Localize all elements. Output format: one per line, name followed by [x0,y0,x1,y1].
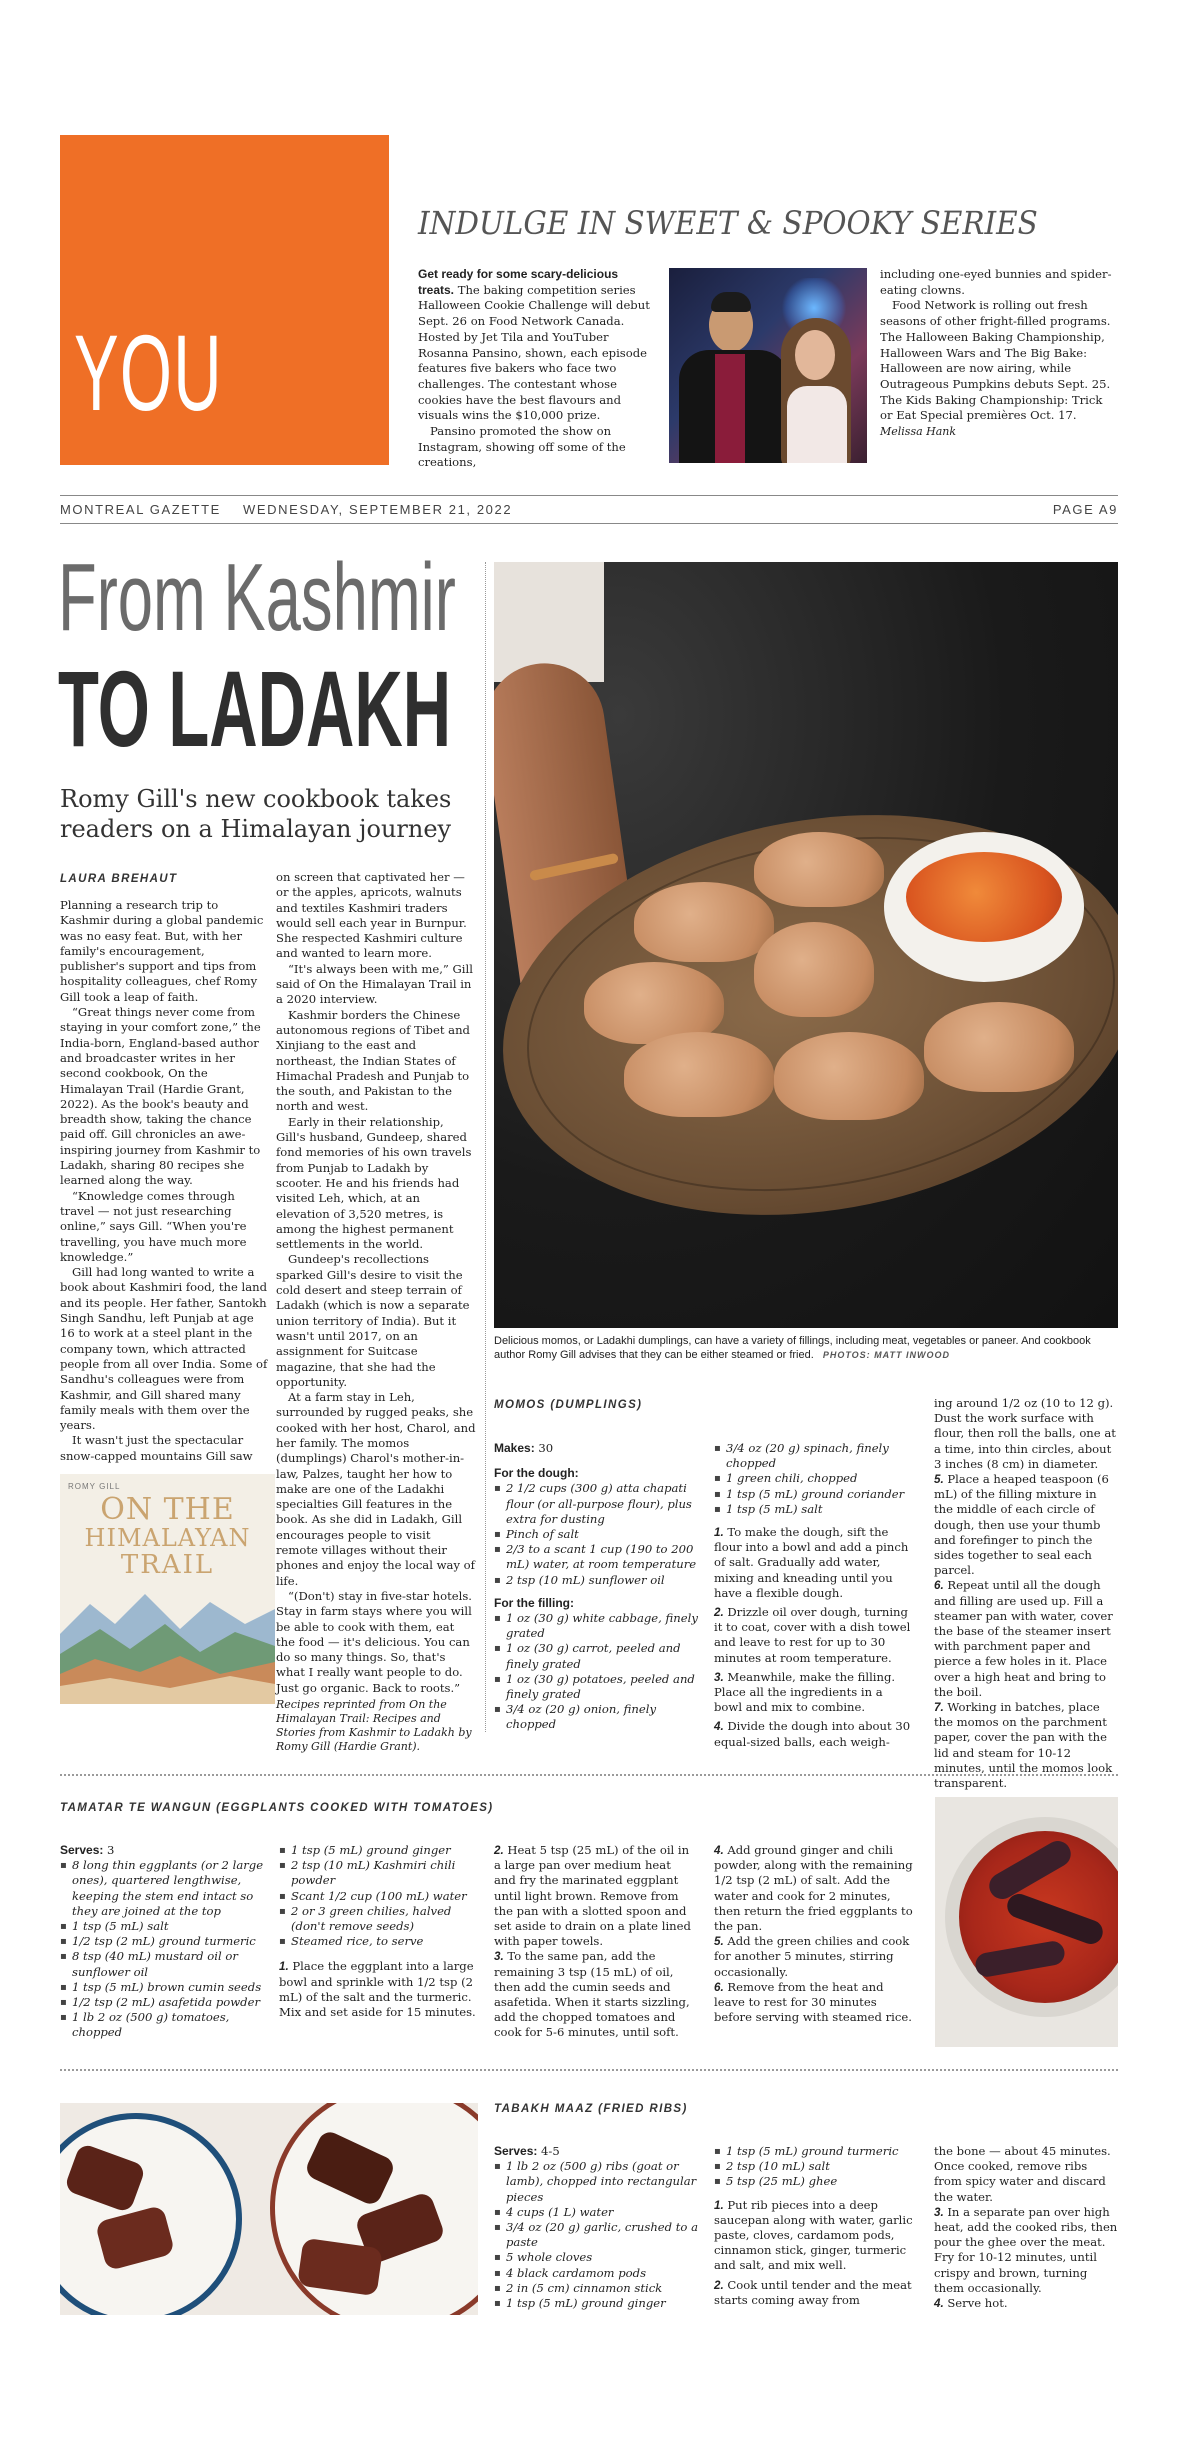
step-number: 2. [494,1844,504,1857]
article-para: “(Don't) stay in five-star hotels. Stay in farm stays where you will be able to cook with them, eat the food — it's delicious. You can do so many things. So, that's what I really want people to do. Just go organic. Back to roots.” [276,1588,472,1695]
ingredient-list [494,2159,699,2311]
ingredient: ▪ 1 oz (30 g) carrot, peeled and finely grated [494,1641,699,1671]
step-text: Cook until tender and the meat starts coming away from [714,2277,912,2307]
promo-column-2 [880,267,1118,440]
dough-label: For the dough: [494,1466,579,1481]
ingredient: ▪ 8 long thin eggplants (or 2 large ones), quartered lengthwise, keeping the stem end intact so they are joined at the top [60,1858,265,1919]
photo-caption [494,1334,1118,1362]
folio-page: PAGE A9 [1052,502,1118,517]
promo-column-1 [418,267,656,471]
step-text: Working in batches, place the momos on the parchment paper, cover the pan with the lid and steam for 10-12 minutes, until the momos look transparent. [934,1700,1113,1791]
step-number: 2. [714,2278,724,2292]
momos-column-2 [714,1441,914,1750]
step-number: 4. [714,1720,724,1734]
host-1-hair [711,292,751,312]
tamatar-ingredients-1 [60,1843,265,2041]
tabakh-title: TABAKH MAAZ (FRIED RIBS) [494,2103,688,2115]
ingredient: ▪ 1 tsp (5 mL) ground turmeric [714,2144,914,2159]
ingredient: ▪ 1 tsp (5 mL) ground ginger [494,2296,699,2311]
photo-caption-text: Delicious momos, or Ladakhi dumplings, can have a variety of fillings, including meat, vegetables or paneer. And cookbook author Romy Gill advises that they can be either steamed or fried. [494,1335,1091,1361]
step-text: In a separate pan over high heat, add the cooked ribs, then pour the ghee over the meat. Fry for 10-12 minutes, until crispy and brown, turning them occasionally. [934,2204,1118,2295]
photo-credit: PHOTOS: MATT INWOOD [822,1350,951,1360]
promo-text-2b: Food Network is rolling out fresh seasons of other fright-filled programs. The Halloween Baking Championship, Halloween Wars and The Big Bake: Halloween are now airing, while Outrageous Pumpkins debuts Sept. 25. The Kids Baking Championship: Trick or Eat Special premières Oct. 17. [880,298,1111,423]
ingredient: ▪ 2 1/2 cups (300 g) atta chapati flour (or all-purpose flour), plus extra for dusting [494,1481,699,1527]
article-para: “Great things never come from staying in your comfort zone,” the India-born, England-based author and broadcaster writes in her second cookbook, On the Himalayan Trail (Hardie Grant, 2022). As the book's beauty and breadth show, taking the chance paid off. Gill chronicles an awe-inspiring journey from Kashmir to Ladakh, sharing 80 recipes she learned along the way. [60,1005,261,1188]
promo-byline: Melissa Hank [880,425,957,439]
book-title-1: ON THE [100,1492,235,1527]
article-para: “Knowledge comes through travel — not just researching online,” says Gill. “When you're travelling, you have much more knowledge.” [60,1188,247,1264]
momo [754,922,874,1017]
eggplant-photo [935,1797,1118,2047]
sauce [906,852,1062,942]
step-number: 5. [714,1935,724,1949]
ribs-photo [60,2103,478,2315]
ingredient: ▪ 1 tsp (5 mL) salt [60,1919,265,1934]
dough-list [494,1481,699,1587]
book-title-2: HIMALAYAN [84,1524,251,1552]
step-text: ing around 1/2 oz (10 to 12 g). Dust the work surface with flour, then roll the balls, one at a time, into thin circles, about 3 inches (8 cm) in diameter. [934,1396,1116,1471]
tabakh-column-3 [934,2144,1118,2311]
filling-list-2 [714,1441,914,1517]
promo-lead: Get ready for some scary-delicious treats. [418,267,619,297]
article-para: “It's always been with me,” Gill said of On the Himalayan Trail in a 2020 interview. [276,961,473,1007]
host-2-head [795,330,835,380]
ingredient: ▪ 5 whole cloves [494,2250,699,2265]
ingredient: ▪ 5 tsp (25 mL) ghee [714,2174,914,2189]
filling-list [494,1611,699,1733]
step-text: Remove from the heat and leave to rest for 30 minutes before serving with steamed rice. [714,1979,912,2025]
promo-text-1: The baking competition series Halloween Cookie Challenge will debut Sept. 26 on Food Network Canada. Hosted by Jet Tila and YouTuber Rosanna Pansino, shown, each episode features five bakers who face two challenges. The contestant whose cookies have the best flavours and visuals wins the $10,000 prize. [418,282,650,423]
step-number: 3. [934,2205,944,2219]
promo-text-2a: including one-eyed bunnies and spider-eating clowns. [880,267,1112,297]
step-number: 4. [714,1844,724,1857]
article-para: At a farm stay in Leh, surrounded by rugged peaks, she cooked with her host, Charol, and her family. The momos (dumplings) Charol's mother-in-law, Palzes, taught her how to make are one of the Ladakhi specialties Gill features in the book. As she did in Ladakh, Gill encourages people to visit remote villages without their phones and enjoy the local way of life. [276,1390,476,1588]
ingredient: ▪ 1 lb 2 oz (500 g) tomatoes, chopped [60,2010,265,2040]
promo-title: INDULGE IN SWEET & SPOOKY SERIES [418,204,1038,242]
momos-photo [494,562,1118,1328]
headline-divider [485,562,486,1732]
section-divider [60,1774,1118,1776]
step-number: 5. [934,1473,944,1487]
book-mountains [60,1574,275,1704]
headline-line-2: TO LADAKH [58,648,452,769]
article-para: It wasn't just the spectacular snow-capped mountains Gill saw [60,1433,253,1463]
section-tab [60,135,389,465]
folio-date: WEDNESDAY, SEPTEMBER 21, 2022 [243,502,513,517]
article-para: Kashmir borders the Chinese autonomous regions of Tibet and Xinjiang to the east and northeast, the Indian States of Himachal Pradesh and Punjab to the south, and Pakistan to the north and west. [276,1007,470,1114]
step-number: 3. [494,1950,504,1964]
momos-ingredients [494,1441,699,1733]
ingredient-list [60,1858,265,2040]
serves-value: 4-5 [537,2144,560,2158]
ingredient: ▪ 2 tsp (10 mL) salt [714,2159,914,2174]
serves-label: Serves: [494,2144,538,2158]
momo [774,1032,924,1120]
article-para: Planning a research trip to Kashmir during a global pandemic was no easy feat. But, with her family's encouragement, publisher's support and tips from hospitality colleagues, chef Romy Gill took a leap of faith. [60,898,264,1004]
momo [754,832,884,907]
folio-bottom-rule [60,523,1118,524]
ingredient: ▪ 1 tsp (5 mL) salt [714,1502,914,1517]
ingredient: ▪ 1 oz (30 g) white cabbage, finely grated [494,1611,699,1641]
ingredient-list-2 [714,2144,914,2190]
step-number: 2. [714,1606,724,1620]
ingredient: ▪ 1 green chili, chopped [714,1471,914,1486]
ingredient: ▪ 2 tsp (10 mL) Kashmiri chili powder [279,1858,477,1888]
article-para: Gundeep's recollections sparked Gill's desire to visit the cold desert and steep terrain of Ladakh (which is now a separate union territory of India). But it wasn't until 2017, on an assignment for Suitcase magazine, that she had the opportunity. [276,1252,470,1389]
ingredient: ▪ 2 in (5 cm) cinnamon stick [494,2281,699,2296]
ingredient: ▪ 3/4 oz (20 g) garlic, crushed to a paste [494,2220,699,2250]
ingredient: ▪ 3/4 oz (20 g) spinach, finely chopped [714,1441,914,1471]
tabakh-column-2 [714,2144,914,2308]
book-author: ROMY GILL [68,1482,121,1491]
makes-value: 30 [534,1441,554,1455]
article-column-1 [60,898,268,1464]
ingredient: ▪ 1 lb 2 oz (500 g) ribs (goat or lamb), chopped into rectangular pieces [494,2159,699,2205]
step-number: 1. [714,2198,724,2212]
step-number: 6. [934,1579,944,1593]
step-number: 6. [714,1980,724,1994]
article-para: Early in their relationship, Gill's husband, Gundeep, shared fond memories of his own travels from Punjab to Ladakh by scooter. He and his friends had visited Leh, which, at an elevation of 3,520 metres, is among the highest permanent settlements in the world. [276,1114,472,1252]
host-1-shirt [715,354,745,463]
section-label: YOU [74,312,223,433]
article-para: on screen that captivated her — or the apples, apricots, walnuts and textiles Kashmiri traders would sell each year in Burnpur. She respected Kashmiri culture and wanted to learn more. [276,870,467,961]
ingredient: ▪ 1 tsp (5 mL) ground ginger [279,1843,477,1858]
ingredient: ▪ 1/2 tsp (2 mL) asafetida powder [60,1995,265,2010]
momo [924,1002,1074,1092]
ingredient: ▪ 1 tsp (5 mL) brown cumin seeds [60,1980,265,1995]
host-2-body [787,386,847,463]
step-number: 7. [934,1701,944,1715]
step-text: To make the dough, sift the flour into a bowl and add a pinch of salt. Gradually add water, mixing and kneading until you have a flexible dough. [714,1525,909,1600]
step-text: Meanwhile, make the filling. Place all the ingredients in a bowl and mix to combine. [714,1669,896,1715]
serves-label: Serves: [60,1843,104,1857]
ingredient: ▪ 3/4 oz (20 g) onion, finely chopped [494,1702,699,1732]
ingredient: ▪ 4 black cardamom pods [494,2266,699,2281]
step-number: 4. [934,2297,944,2311]
momos-title: MOMOS (DUMPLINGS) [494,1399,643,1411]
headline-line-1: From Kashmir [58,544,456,651]
article-byline: LAURA BREHAUT [60,873,178,885]
book-cover [60,1474,275,1704]
ingredient-list-2 [279,1843,477,1949]
ingredient: ▪ 4 cups (1 L) water [494,2205,699,2220]
tamatar-column-4 [714,1843,914,2025]
section-divider [60,2069,1118,2071]
step-text: Add the green chilies and cook for another 5 minutes, stirring occasionally. [714,1934,910,1979]
step-text: Add ground ginger and chili powder, along with the remaining 1/2 tsp (2 mL) of salt. Add the water and cook for 2 minutes, then return the fried eggplants to the pan. [714,1843,913,1934]
promo-photo [669,268,867,463]
momo [634,882,774,962]
ingredient: ▪ 2 tsp (10 mL) sunflower oil [494,1573,699,1588]
filling-label: For the filling: [494,1595,574,1610]
ingredient: ▪ Scant 1/2 cup (100 mL) water [279,1889,477,1904]
momo [624,1032,774,1117]
tamatar-column-2 [279,1843,477,2020]
folio-top-rule [60,495,1118,496]
book-title-3: TRAIL [120,1550,215,1580]
tamatar-column-3 [494,1843,694,2041]
step-text: Place the eggplant into a large bowl and sprinkle with 1/2 tsp (2 mL) of the salt and the turmeric. Mix and set aside for 15 minutes. [279,1959,476,2020]
step-text: To the same pan, add the remaining 3 tsp (15 mL) of oil, then add the cumin seeds and asafetida. When it starts sizzling, add the chopped tomatoes and cook for 5-6 minutes, until soft. [494,1949,690,2040]
step-number: 1. [714,1526,724,1540]
momos-column-3 [934,1396,1118,1791]
step-text: the bone — about 45 minutes. Once cooked, remove ribs from spicy water and discard the water. [934,2144,1111,2204]
article-column-2 [276,870,476,1754]
makes-label: Makes: [494,1441,535,1455]
step-number: 1. [279,1960,289,1974]
step-text: Serve hot. [943,2296,1008,2311]
article-para: Gill had long wanted to write a book about Kashmiri food, the land and its people. Her father, Santokh Singh Sandhu, left Punjab at age 16 to work at a steel plant in the company town, which attracted people from all over India. Some of Sandhu's colleagues were from Kashmir, and Gill shared many family meals with them over the years. [60,1265,268,1433]
step-text: Drizzle oil over dough, turning it to coat, cover with a dish towel and leave to rest for up to 30 minutes at room temperature. [714,1605,911,1665]
promo-text-1b: Pansino promoted the show on Instagram, showing off some of the creations, [418,424,626,470]
folio-paper: MONTREAL GAZETTE [60,502,221,517]
tamatar-title: TAMATAR TE WANGUN (EGGPLANTS COOKED WITH TOMATOES) [60,1802,494,1814]
step-text: Divide the dough into about 30 equal-sized balls, each weigh- [714,1719,911,1749]
ingredient: ▪ 2/3 to a scant 1 cup (190 to 200 mL) water, at room temperature [494,1542,699,1572]
ingredient: ▪ 1 tsp (5 mL) ground coriander [714,1487,914,1502]
ingredient: ▪ Steamed rice, to serve [279,1934,477,1949]
ingredient: ▪ 2 or 3 green chilies, halved (don't remove seeds) [279,1904,477,1934]
step-text: Put rib pieces into a deep saucepan along with water, garlic paste, cloves, cardamom pods, cinnamon stick, ginger, turmeric and salt, and mix well. [714,2197,913,2273]
serves-value: 3 [103,1843,115,1857]
ingredient: ▪ 8 tsp (40 mL) mustard oil or sunflower oil [60,1949,265,1979]
step-text: Heat 5 tsp (25 mL) of the oil in a large pan over medium heat and fry the marinated eggplant until light brown. Remove from the pan with a slotted spoon and set aside to drain on a plate lined with paper towels. [494,1843,691,1949]
tabakh-ingredients [494,2144,699,2311]
step-number: 3. [714,1670,724,1684]
ingredient: ▪ 1/2 tsp (2 mL) ground turmeric [60,1934,265,1949]
ingredient: ▪ 1 oz (30 g) potatoes, peeled and finely grated [494,1672,699,1702]
ingredient: ▪ Pinch of salt [494,1527,699,1542]
headline-deck: Romy Gill's new cookbook takes readers on a Himalayan journey [60,785,452,843]
step-text: Repeat until all the dough and filling are used up. Fill a steamer pan with water, cover the base of the steamer insert with parchment paper and pierce a few holes in it. Place over a high heat and bring to the boil. [934,1578,1113,1699]
step-text: Place a heaped teaspoon (6 mL) of the filling mixture in the middle of each circle of dough, then use your thumb and forefinger to pinch the sides together to seal each parcel. [934,1472,1109,1578]
recipe-credit: Recipes reprinted from On the Himalayan Trail: Recipes and Stories from Kashmir to Ladakh by Romy Gill (Hardie Grant). [276,1698,472,1754]
